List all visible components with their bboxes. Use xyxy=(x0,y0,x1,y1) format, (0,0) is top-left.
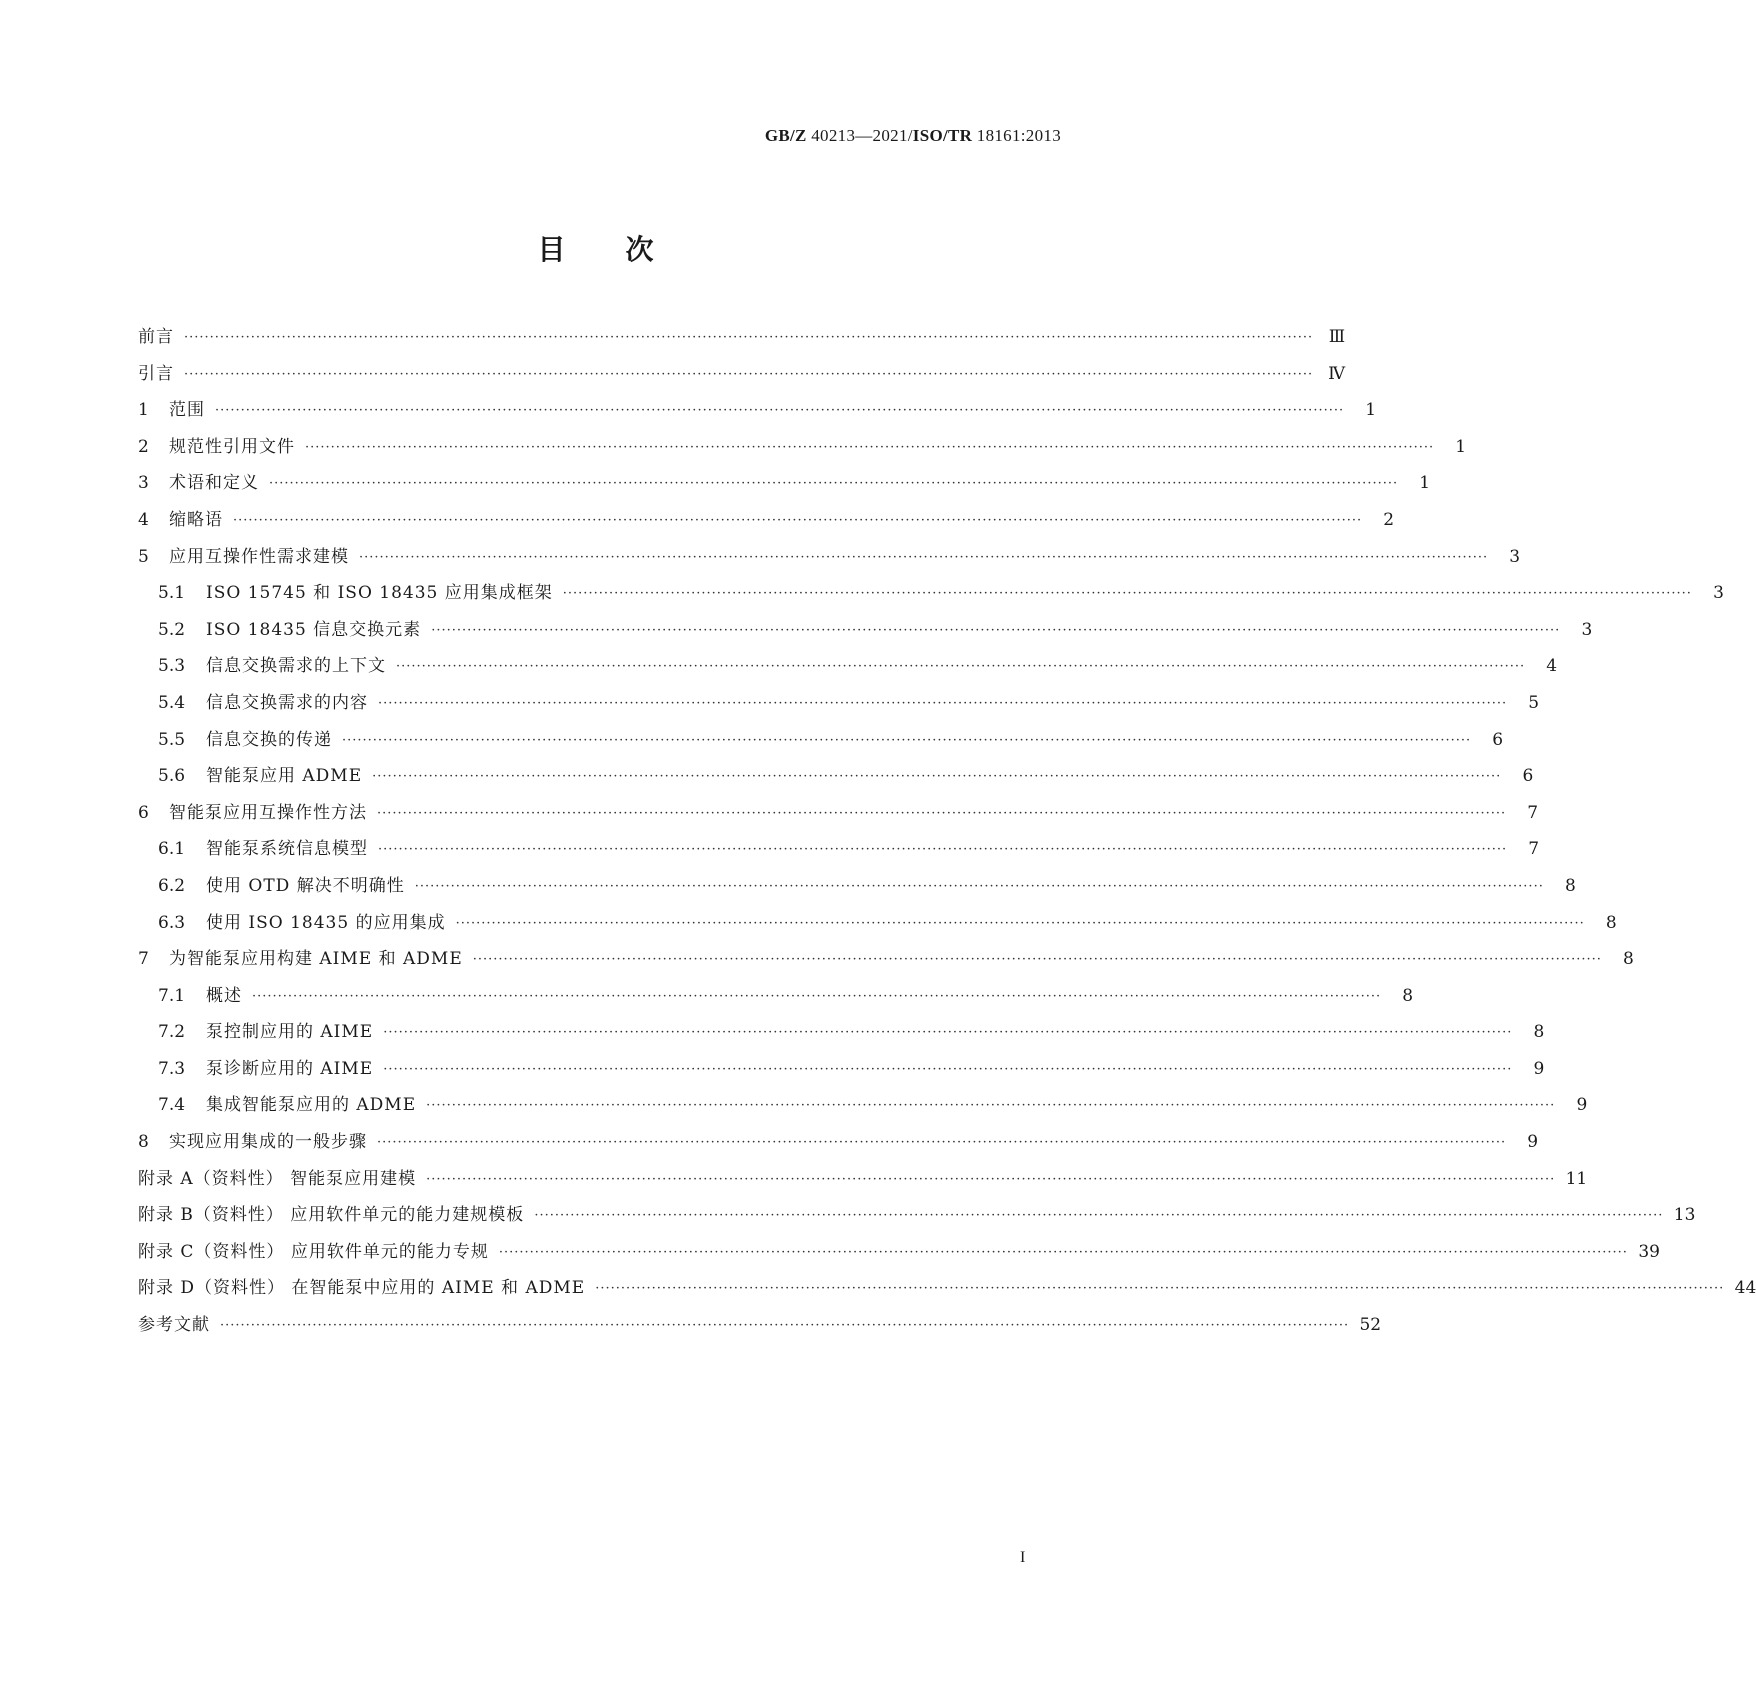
toc-entry-page: 3 xyxy=(1581,619,1593,640)
toc-leader-dots: ···························································································································································································································· xyxy=(184,330,1314,345)
toc-entry[interactable] xyxy=(138,1054,1545,1091)
toc-entry-title: ISO 18435 信息交换元素 xyxy=(206,619,422,640)
toc-entry-page: 6 xyxy=(1492,729,1504,750)
toc-entry-title: 实现应用集成的一般步骤 xyxy=(169,1132,367,1153)
toc-leader-dots: ···························································································································································································································· xyxy=(269,476,1399,492)
toc-entry-title: 集成智能泵应用的 ADME xyxy=(206,1095,417,1116)
toc-entry-title: 附录 D（资料性） 在智能泵中应用的 AIME 和 ADME xyxy=(138,1278,586,1299)
toc-leader-dots: ···························································································································································································································· xyxy=(184,366,1314,382)
toc-leader-dots: ···························································································································································································································· xyxy=(426,1171,1556,1187)
toc-entry[interactable] xyxy=(138,725,1504,762)
toc-entry-title: 参考文献 xyxy=(138,1315,210,1336)
toc-leader-dots: ···························································································································································································································· xyxy=(378,695,1508,711)
toc-entry-number: 7.4 xyxy=(158,1095,186,1116)
toc-entry-number: 8 xyxy=(138,1132,149,1153)
toc-entry-page: 9 xyxy=(1527,1132,1539,1153)
toc-leader-dots: ···························································································································································································································· xyxy=(359,549,1489,565)
toc-entry[interactable] xyxy=(138,359,1346,396)
toc-entry-number: 2 xyxy=(138,436,149,457)
toc-leader-dots: ···························································································································································································································· xyxy=(233,512,1363,528)
toc-entry-page: 8 xyxy=(1565,875,1576,896)
toc-entry-number: 7 xyxy=(138,949,149,970)
toc-entry-page: 1 xyxy=(1365,400,1377,421)
doc-code-part-iso-number: 18161:2013 xyxy=(972,126,1061,145)
toc-entry[interactable] xyxy=(138,1164,1588,1201)
toc-leader-dots: ···························································································································································································································· xyxy=(498,1244,1628,1260)
toc-entry[interactable] xyxy=(138,578,1724,615)
toc-entry-page: 9 xyxy=(1576,1095,1588,1116)
toc-leader-dots: ···························································································································································································································· xyxy=(426,1098,1556,1114)
toc-entry-page: 4 xyxy=(1546,656,1558,677)
toc-entry-title: 引言 xyxy=(138,363,174,384)
toc-entry-number: 6 xyxy=(138,802,149,823)
toc-entry-title: 概述 xyxy=(206,985,242,1006)
toc-leader-dots: ···························································································································································································································· xyxy=(414,878,1544,894)
document-code xyxy=(765,126,1061,146)
toc-entry-title: 泵诊断应用的 AIME xyxy=(206,1058,374,1079)
toc-entry[interactable] xyxy=(138,1310,1382,1347)
toc-leader-dots: ···························································································································································································································· xyxy=(342,732,1472,748)
toc-entry-page: 3 xyxy=(1713,583,1724,604)
toc-entry-number: 6.3 xyxy=(158,912,186,933)
toc-entry-title: 附录 B（资料性） 应用软件单元的能力建规模板 xyxy=(138,1205,525,1226)
toc-entry-title: 缩略语 xyxy=(169,509,223,530)
toc-entry-page: 39 xyxy=(1638,1241,1660,1262)
toc-entry-page: 5 xyxy=(1528,692,1540,713)
toc-entry[interactable] xyxy=(138,981,1414,1018)
toc-entry[interactable] xyxy=(138,505,1395,542)
toc-leader-dots: ···························································································································································································································· xyxy=(472,952,1602,968)
toc-entry-page: 6 xyxy=(1522,766,1534,787)
toc-entry[interactable] xyxy=(138,944,1634,981)
toc-entry[interactable] xyxy=(138,798,1539,835)
toc-entry-number: 7.3 xyxy=(158,1058,186,1079)
toc-entry-title: 为智能泵应用构建 AIME 和 ADME xyxy=(169,949,463,970)
toc-entry[interactable] xyxy=(138,908,1617,945)
toc-entry-number: 7.2 xyxy=(158,1022,186,1043)
toc-entry-number: 3 xyxy=(138,473,149,494)
page-title: 目次 xyxy=(537,233,714,266)
toc-entry-title: 信息交换需求的上下文 xyxy=(206,656,386,677)
toc-entry-page: 8 xyxy=(1623,949,1634,970)
toc-entry-number: 5 xyxy=(138,546,149,567)
toc-entry-page: Ⅳ xyxy=(1328,363,1346,384)
toc-entry-number: 7.1 xyxy=(158,985,186,1006)
toc-entry-number: 5.6 xyxy=(158,766,186,787)
toc-entry-number: 6.2 xyxy=(158,875,186,896)
toc-leader-dots: ···························································································································································································································· xyxy=(215,403,1345,419)
toc-entry-title: 附录 C（资料性） 应用软件单元的能力专规 xyxy=(138,1241,489,1262)
toc-entry-number: 5.2 xyxy=(158,619,186,640)
doc-code-part-number: 40213—2021/ xyxy=(806,126,913,145)
toc-leader-dots: ···························································································································································································································· xyxy=(378,842,1508,858)
toc-entry[interactable] xyxy=(138,1090,1588,1127)
toc-entry-number: 1 xyxy=(138,400,149,421)
toc-entry-number: 4 xyxy=(138,509,149,530)
toc-entry-number: 6.1 xyxy=(158,839,186,860)
toc-entry-title: 规范性引用文件 xyxy=(169,436,295,457)
toc-entry[interactable] xyxy=(138,432,1467,469)
page-number: I xyxy=(1020,1549,1026,1566)
toc-entry[interactable] xyxy=(138,871,1576,908)
toc-entry[interactable] xyxy=(138,1237,1660,1274)
toc-entry[interactable] xyxy=(138,1273,1756,1310)
toc-entry-title: 信息交换的传递 xyxy=(206,729,332,750)
toc-entry-title: 智能泵应用互操作性方法 xyxy=(169,802,367,823)
toc-entry-page: 3 xyxy=(1509,546,1521,567)
toc-leader-dots: ···························································································································································································································· xyxy=(383,1025,1513,1041)
toc-entry[interactable] xyxy=(138,651,1558,688)
toc-leader-dots: ···························································································································································································································· xyxy=(305,439,1435,455)
toc-leader-dots: ···························································································································································································································· xyxy=(377,805,1507,821)
toc-leader-dots: ···························································································································································································································· xyxy=(377,1135,1507,1151)
toc-leader-dots: ···························································································································································································································· xyxy=(455,915,1585,931)
toc-entry[interactable] xyxy=(138,542,1521,579)
doc-code-part-gbz: GB/Z xyxy=(764,126,807,145)
toc-entry-page: 11 xyxy=(1565,1168,1588,1189)
toc-leader-dots: ···························································································································································································································· xyxy=(220,1318,1350,1334)
toc-entry-title: 信息交换需求的内容 xyxy=(206,692,368,713)
toc-entry[interactable] xyxy=(138,1200,1696,1237)
toc-entry[interactable] xyxy=(138,761,1534,798)
toc-entry[interactable] xyxy=(138,1127,1539,1164)
toc-entry-title: 使用 OTD 解决不明确性 xyxy=(206,875,405,896)
toc-entry-title: 智能泵应用 ADME xyxy=(206,766,363,787)
toc-entry-title: 应用互操作性需求建模 xyxy=(169,546,349,567)
toc-entry-page: 8 xyxy=(1533,1022,1545,1043)
toc-leader-dots: ···························································································································································································································· xyxy=(595,1281,1725,1297)
toc-entry-number: 5.1 xyxy=(158,583,186,604)
toc-entry-page: 2 xyxy=(1383,509,1395,530)
doc-code-part-isotr: ISO/TR xyxy=(912,126,973,145)
toc-entry[interactable] xyxy=(138,468,1431,505)
toc-entry[interactable] xyxy=(138,834,1540,871)
toc-entry[interactable] xyxy=(138,395,1377,432)
toc-entry-title: 前言 xyxy=(138,327,174,347)
toc-entry-number: 5.5 xyxy=(158,729,186,750)
toc-leader-dots: ···························································································································································································································· xyxy=(383,1061,1513,1077)
toc-entry-page: 1 xyxy=(1455,436,1467,457)
toc-entry[interactable] xyxy=(138,615,1593,652)
toc-leader-dots: ···························································································································································································································· xyxy=(396,659,1526,675)
toc-entry[interactable] xyxy=(138,688,1540,725)
toc-entry-page: 9 xyxy=(1533,1058,1545,1079)
toc-leader-dots: ···························································································································································································································· xyxy=(431,622,1561,638)
toc-entry-page: 7 xyxy=(1528,839,1540,860)
toc-leader-dots: ···························································································································································································································· xyxy=(562,586,1692,602)
toc-entry-page: 8 xyxy=(1605,912,1617,933)
toc-entry[interactable] xyxy=(138,1017,1545,1054)
toc-entry-title: 智能泵系统信息模型 xyxy=(206,839,368,860)
toc-entry-page: 8 xyxy=(1402,985,1414,1006)
toc-entry-page: 13 xyxy=(1673,1205,1696,1226)
toc-entry[interactable] xyxy=(138,322,1346,359)
toc-leader-dots: ···························································································································································································································· xyxy=(252,988,1382,1004)
toc-entry-number: 5.3 xyxy=(158,656,186,677)
table-of-contents xyxy=(138,322,1756,1347)
toc-entry-number: 5.4 xyxy=(158,692,186,713)
toc-entry-page: 7 xyxy=(1527,802,1539,823)
toc-entry-title: 范围 xyxy=(169,400,205,421)
toc-entry-title: ISO 15745 和 ISO 18435 应用集成框架 xyxy=(206,583,553,604)
toc-entry-page: 52 xyxy=(1359,1315,1382,1336)
toc-entry-title: 附录 A（资料性） 智能泵应用建模 xyxy=(138,1168,417,1189)
toc-entry-title: 泵控制应用的 AIME xyxy=(206,1022,374,1043)
toc-entry-page: 44 xyxy=(1734,1278,1756,1299)
toc-leader-dots: ···························································································································································································································· xyxy=(534,1208,1664,1224)
toc-leader-dots: ···························································································································································································································· xyxy=(372,769,1502,785)
toc-entry-title: 使用 ISO 18435 的应用集成 xyxy=(206,912,446,933)
toc-entry-page: Ⅲ xyxy=(1328,327,1346,347)
toc-entry-page: 1 xyxy=(1419,473,1431,494)
toc-entry-title: 术语和定义 xyxy=(169,473,259,494)
